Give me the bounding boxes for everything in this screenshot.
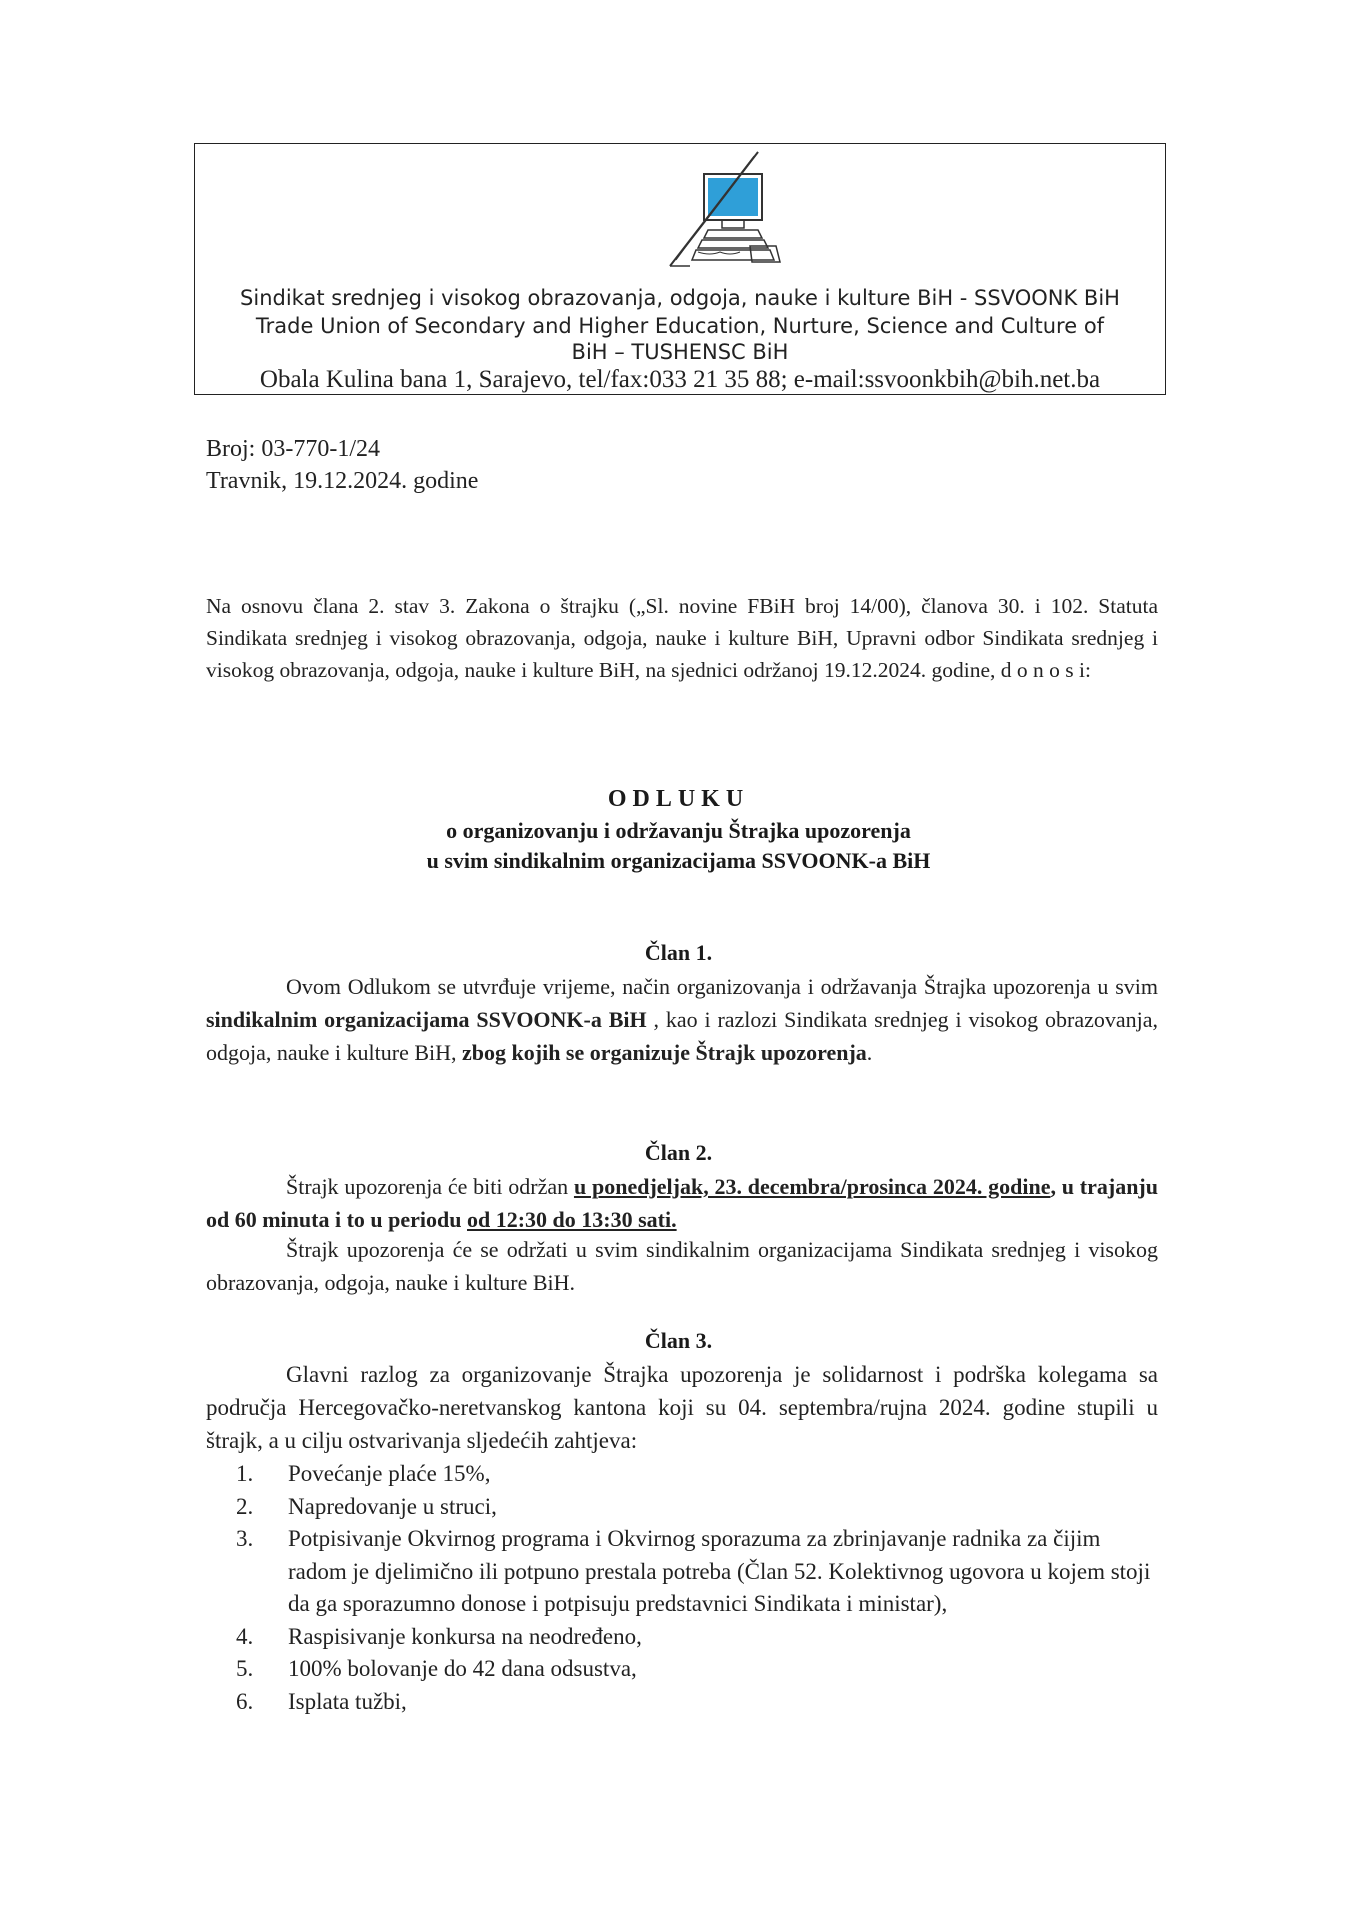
demands-list [236,1458,1156,1718]
union-name-english-cont: BiH – TUSHENSC BiH [571,340,789,364]
article-1-text-a: Ovom Odlukom se utvrđuje vrijeme, način organizovanja i održavanja Štrajka upozorenja u svim [286,974,1158,999]
place-date: Travnik, 19.12.2024. godine [206,468,479,494]
article-3-heading: Član 3. [644,1328,713,1353]
article-1-text [206,970,1158,1069]
decision-title: ODLUKU [607,786,750,812]
list-item-text: Potpisivanje Okvirnog programa i Okvirnog sporazuma za zbrinjavanje radnika za čijim radom je djelimično ili potpuno prestala potreba (Član 52. Kolektivnog ugovora u kojem stoji da ga sporazumno donose i potpisuju predstavnici Sindikata i ministar), [288,1526,1151,1616]
document-number: Broj: 03-770-1/24 [206,436,380,462]
list-item [236,1491,1156,1524]
union-address: Obala Kulina bana 1, Sarajevo, tel/fax:033 21 35 88; e-mail:ssvoonkbih@bih.net.ba [259,366,1101,393]
article-1-text-b: sindikalnim organizacijama SSVOONK-a BiH [206,1007,647,1032]
list-item-text: Napredovanje u struci, [288,1493,497,1519]
list-item [236,1653,1156,1686]
list-item [236,1621,1156,1654]
intro-paragraph: Na osnovu člana 2. stav 3. Zakona o štrajku („Sl. novine FBiH broj 14/00), članova 30. i 102. Statuta Sindikata srednjeg i visokog obrazovanja, odgoja, nauke i kulture BiH, Upravni odbor Sindikata srednjeg i visokog obrazovanja, odgoja, nauke i kulture BiH, na sjednici održanoj 19.12.2024. godine, d o n o s i: [206,594,1158,682]
list-item-number: 5. [236,1656,254,1681]
list-item [236,1686,1156,1719]
article-2-time: od 12:30 do 13:30 sati. [467,1207,677,1232]
article-2-heading: Član 2. [644,1140,713,1165]
list-item-number: 3. [236,1526,254,1551]
computer-quill-logo-icon [650,150,790,280]
article-2-date: u ponedjeljak, 23. decembra/prosinca 2024. godine [573,1174,1051,1199]
list-item-number: 1. [236,1461,254,1486]
article-3-text: Glavni razlog za organizovanje Štrajka upozorenja je solidarnost i podrška kolegama sa područja Hercegovačko-neretvanskog kantona koji su 04. septembra/rujna 2024. godine stupili u štrajk, a u cilju ostvarivanja sljedećih zahtjeva: [206,1362,1158,1453]
article-1-text-c: , kao i razlozi Sindikata srednjeg i visokog obrazovanja, odgoja, nauke i kulture BiH, [206,1007,1158,1065]
article-2-duration: , u trajanju od 60 minuta i to u periodu [206,1174,1158,1232]
union-name-local: Sindikat srednjeg i visokog obrazovanja, odgoja, nauke i kulture BiH - SSVOONK BiH [240,286,1120,310]
article-2-text-a: Štrajk upozorenja će biti održan [286,1174,574,1199]
list-item-number: 6. [236,1688,254,1714]
list-item-number: 2. [236,1493,254,1519]
article-2-text [206,1170,1158,1236]
article-1-heading: Član 1. [644,940,713,965]
letterhead [194,143,1166,395]
union-name-english: Trade Union of Secondary and Higher Education, Nurture, Science and Culture of [255,314,1105,338]
list-item-text: Raspisivanje konkursa na neodređeno, [288,1623,642,1649]
article-2-text-2: Štrajk upozorenja će se održati u svim sindikalnim organizacijama Sindikata srednjeg i visokog obrazovanja, odgoja, nauke i kulture BiH. [206,1237,1158,1295]
list-item [236,1523,1156,1621]
list-item-number: 4. [236,1623,254,1649]
list-item-text: 100% bolovanje do 42 dana odsustva, [288,1656,637,1681]
article-1-text-e: . [866,1040,873,1065]
list-item [236,1458,1156,1491]
list-item-text: Isplata tužbi, [288,1688,407,1714]
list-item-text: Povećanje plaće 15%, [288,1461,491,1486]
article-1-text-d: zbog kojih se organizuje Štrajk upozorenja [462,1040,867,1065]
decision-subtitle-1: o organizovanju i održavanju Štrajka upozorenja [446,818,911,843]
decision-subtitle-2: u svim sindikalnim organizacijama SSVOONK-a BiH [426,848,931,873]
